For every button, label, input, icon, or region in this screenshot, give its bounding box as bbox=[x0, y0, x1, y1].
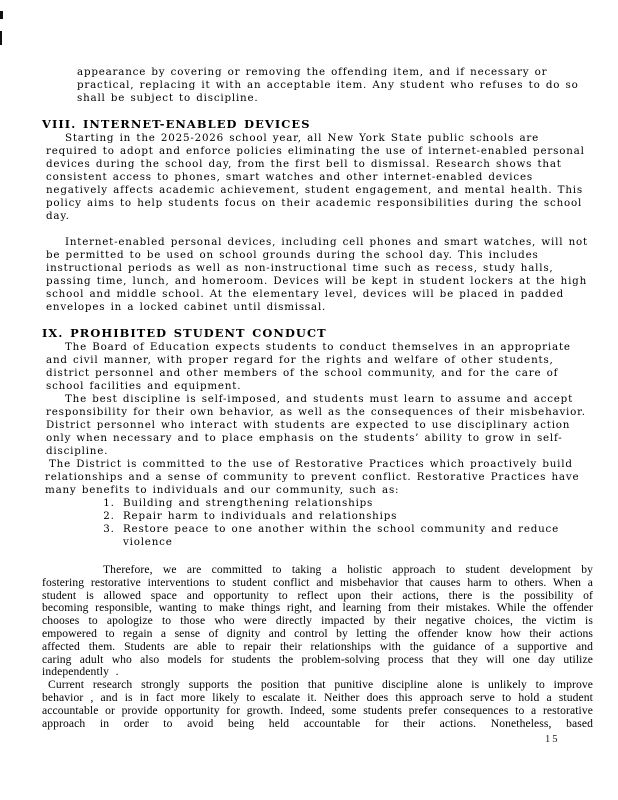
scan-artifact bbox=[0, 31, 2, 45]
section-prohibited-student-conduct bbox=[42, 327, 594, 549]
intro-continuation-paragraph: appearance by covering or removing the offending item, and if necessary or practical, replacing it with an acceptable item. Any student who refuses to do so shall be subject to discipline. bbox=[77, 66, 579, 104]
page-number: 15 bbox=[545, 734, 560, 745]
list-item-building-relationships: 1. Building and strengthening relationships bbox=[120, 497, 594, 510]
paragraph-current-research: Current research strongly supports the position that punitive discipline alone is unlikely to improve behavior , and is in fact more likely to escalate it. Neither does this approach serve to hold a student accountable or provide opportunity for growth. Indeed, some students prefer consequences to a restorative approach in order to avoid being held accountable for their actions. Nonetheless, based bbox=[42, 678, 593, 730]
section-heading-prohibited-student-conduct: IX. PROHIBITED STUDENT CONDUCT bbox=[42, 326, 327, 340]
paragraph-restorative-practices: The District is committed to the use of Restorative Practices which proactively build relationships and a sense of community to prevent conflict. Restorative Practices have many benefits to individuals and our community, such as: bbox=[45, 458, 580, 496]
section-internet-enabled-devices bbox=[42, 118, 594, 314]
page-content bbox=[42, 66, 594, 730]
paragraph-holistic-approach: Therefore, we are committed to taking a holistic approach to student development by fostering restorative interventions to student conflict and misbehavior that causes harm to others. When a student is allowed space and opportunity to reflect upon their actions, there is the possibility of becoming responsible, wanting to make things right, and learning from their mistakes. While the offender chooses to apologize to those who were directly impacted by their negative choices, the victim is empowered to regain a sense of dignity and control by letting the offender know how their actions affected them. Students are able to repair their relationships with the guidance of a supportive and caring adult who also models for students the problem-solving process that they will one day utilize independently . bbox=[42, 563, 593, 679]
list-item-repair-harm: 2. Repair harm to individuals and relationships bbox=[120, 510, 594, 523]
closing-section bbox=[42, 564, 594, 730]
scan-artifact bbox=[0, 11, 3, 19]
restorative-benefits-list bbox=[42, 497, 594, 549]
list-item-restore-peace: 3. Restore peace to one another within the school community and reduce violence bbox=[120, 523, 594, 549]
paragraph-devices-policy: Starting in the 2025-2026 school year, all New York State public schools are required to adopt and enforce policies eliminating the use of internet-enabled personal devices during the school day, from the first bell to dismissal. Research shows that consistent access to phones, smart watches and other internet-enabled devices negatively affects academic achievement, student engagement, and mental health. This policy aims to help students focus on their academic responsibilities during the school day. bbox=[46, 132, 585, 222]
section-heading-internet-enabled-devices: VIII. INTERNET-ENABLED DEVICES bbox=[42, 117, 311, 131]
paragraph-devices-storage: Internet-enabled personal devices, including cell phones and smart watches, will not be permitted to be used on school grounds during the school day. This includes instructional periods as well as non-instructional time such as recess, study halls, passing time, lunch, and homeroom. Devices will be kept in student lockers at the high school and middle school. At the elementary level, devices will be placed in padded envelopes in a locked cabinet until dismissal. bbox=[46, 236, 588, 313]
paragraph-best-discipline: The best discipline is self-imposed, and students must learn to assume and accept responsibility for their own behavior, as well as the consequences of their misbehavior. District personnel who interact with students are expected to use disciplinary action only when necessary and to place emphasis on the students’ ability to grow in self-discipline. bbox=[46, 393, 586, 457]
paragraph-board-expectations: The Board of Education expects students to conduct themselves in an appropriate and civil manner, with proper regard for the rights and welfare of other students, district personnel and other members of the school community, and for the care of school facilities and equipment. bbox=[46, 341, 571, 392]
